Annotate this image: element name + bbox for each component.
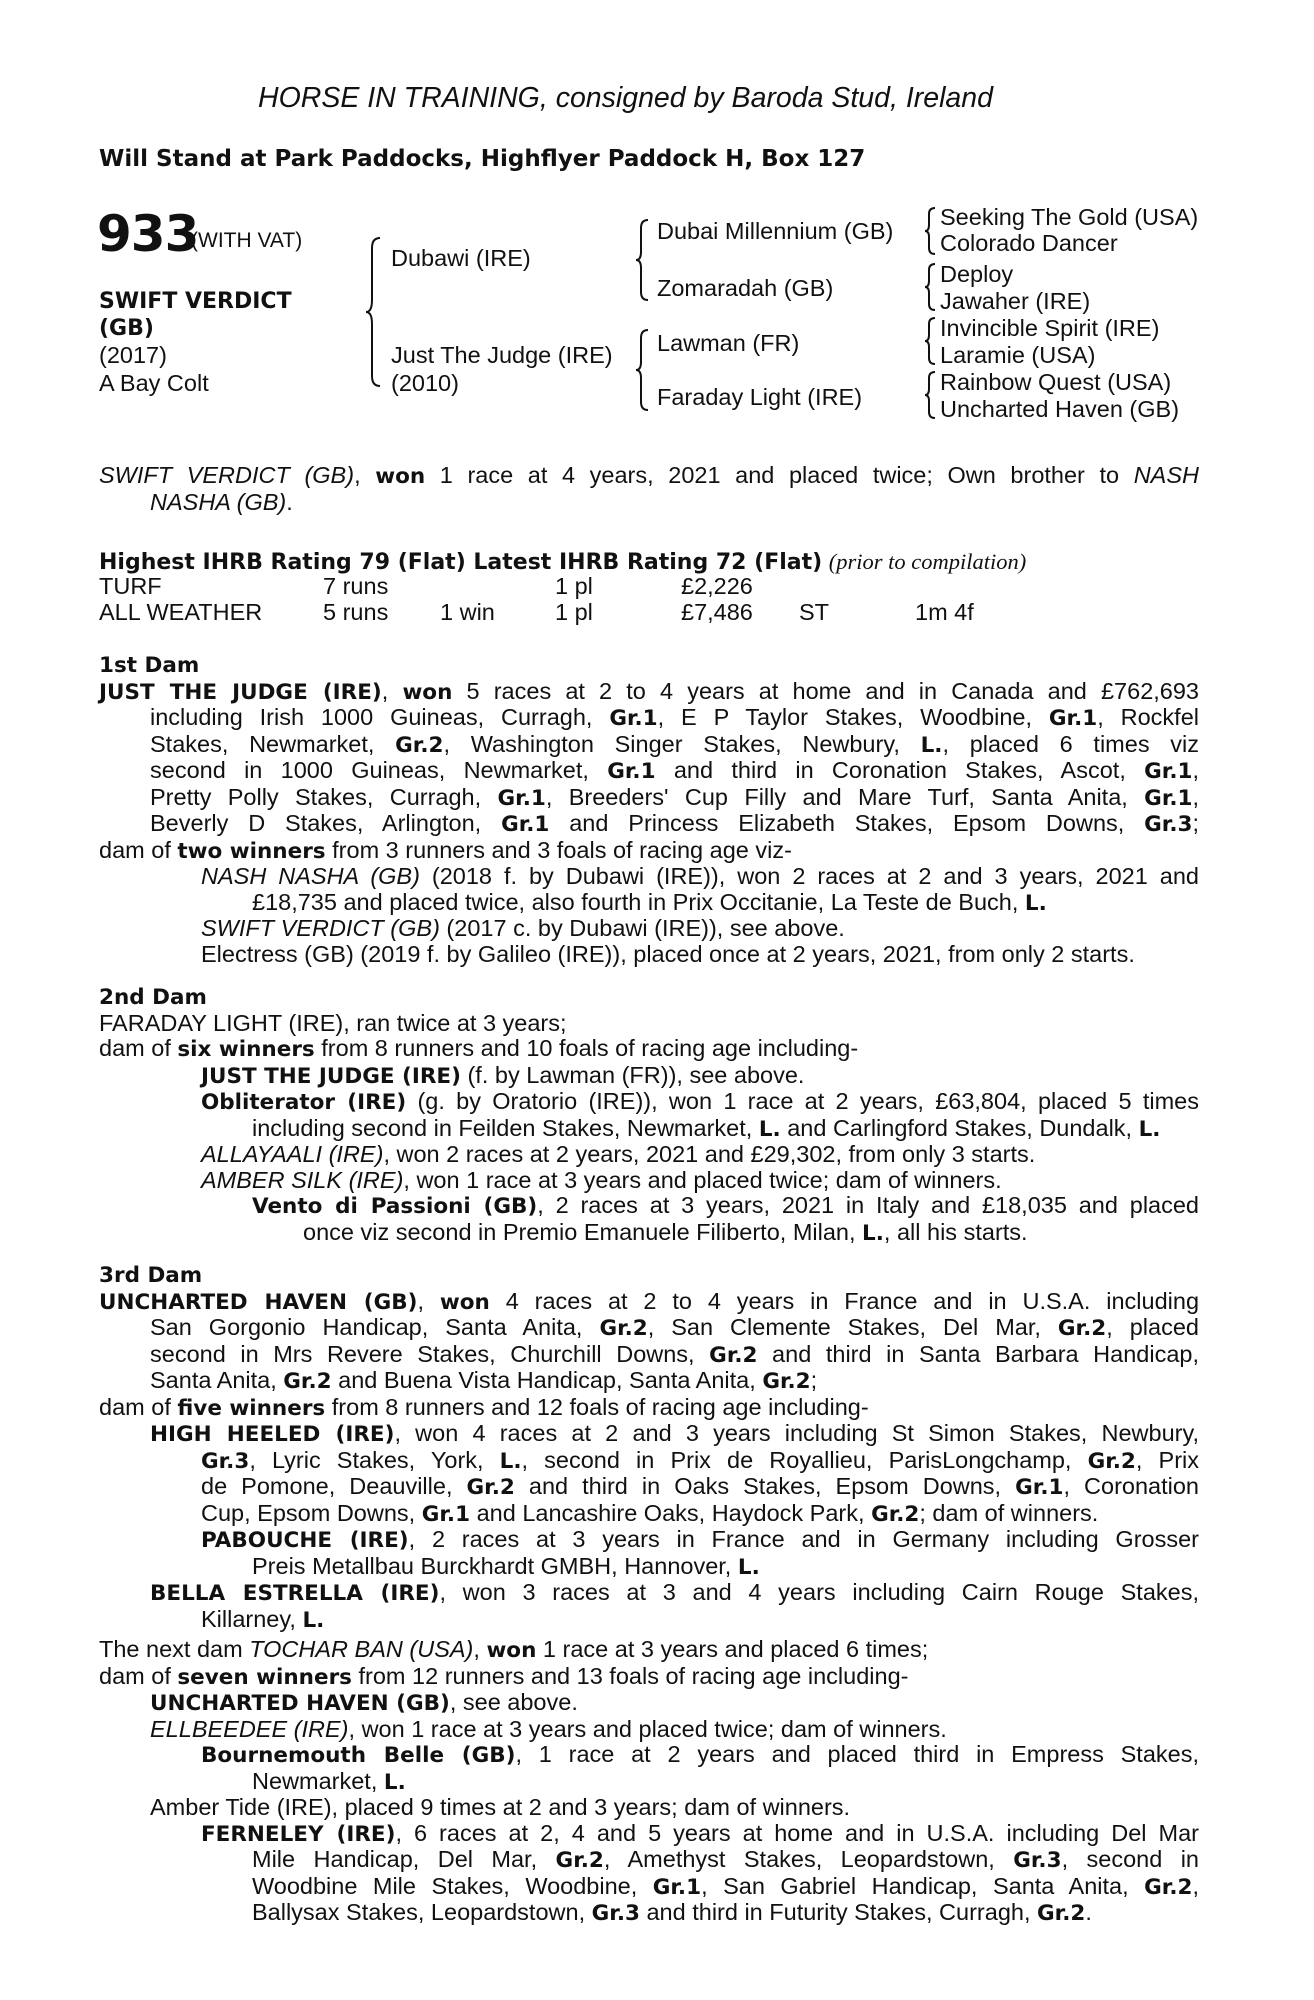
horse-description: A Bay Colt	[99, 370, 209, 396]
lot-number: 933	[97, 205, 199, 263]
pedigree-g6: Laramie (USA)	[940, 342, 1096, 368]
second-dam-name: FARADAY LIGHT (IRE), ran twice at 3 years;	[99, 1009, 567, 1036]
second-dam-section: 2nd Dam FARADAY LIGHT (IRE), ran twice at 3 years; dam of six winners from 8 runners and 10 foals of racing age including- JUST THE JUDGE (IRE) (f. by Lawman (FR)), see above. Obliterator (IRE) (g. by Oratorio (IRE)), won 1 race at 2 years, £63,804, placed 5 times including second in Feilden Stakes, Newmarket, L. and Carlingford Stakes, Dundalk, L. ALLAYAALI (IRE), won 2 races at 2 years, 2021 and £29,302, from only 3 starts. AMBER SILK (IRE), won 1 race at 3 years and placed twice; dam of winners. Vento di Passioni (GB), 2 races at 3 years, 2021 in Italy and £18,035 and placed once viz second in Premio Emanuele Filiberto, Milan, L., all his starts.	[99, 985, 1199, 1246]
first-dam-heading: 1st Dam	[99, 653, 200, 678]
stand-location: Will Stand at Park Paddocks, Highflyer Paddock H, Box 127	[99, 146, 866, 172]
pedigree-dam-dam: Faraday Light (IRE)	[657, 384, 863, 410]
pedigree-g5: Invincible Spirit (IRE)	[940, 315, 1160, 341]
third-dam-section: 3rd Dam UNCHARTED HAVEN (GB), won 4 races at 2 to 4 years in France and in U.S.A. including San Gorgonio Handicap, Santa Anita, Gr.2, San Clemente Stakes, Del Mar, Gr.2, placed second in Mrs Revere Stakes, Churchill Downs, Gr.2 and third in Santa Barbara Handicap, Santa Anita, Gr.2 and Buena Vista Handicap, Santa Anita, Gr.2; dam of five winners from 8 runners and 12 foals of racing age including- HIGH HEELED (IRE), won 4 races at 2 and 3 years including St Simon Stakes, Newbury, Gr.3, Lyric Stakes, York, L., second in Prix de Royallieu, ParisLongchamp, Gr.2, Prix de Pomone, Deauville, Gr.2 and third in Oaks Stakes, Epsom Downs, Gr.1, Coronation Cup, Epsom Downs, Gr.1 and Lancashire Oaks, Haydock Park, Gr.2; dam of winners. PABOUCHE (IRE), 2 races at 3 years in France and in Germany including Grosser Preis Metallbau Burckhardt GMBH, Hannover, L. BELLA ESTRELLA (IRE), won 3 races at 3 and 4 years including Cairn Rouge Stakes, Killarney, L.	[99, 1263, 1200, 1633]
next-dam-section: The next dam TOCHAR BAN (USA), won 1 race at 3 years and placed 6 times; dam of seven winners from 12 runners and 13 foals of racing age including- UNCHARTED HAVEN (GB), see above. ELLBEEDEE (IRE), won 1 race at 3 years and placed twice; dam of winners. Bournemouth Belle (GB), 1 race at 2 years and placed third in Empress Stakes, Newmarket, L. Amber Tide (IRE), placed 9 times at 2 and 3 years; dam of winners. FERNELEY (IRE), 6 races at 2, 4 and 5 years at home and in U.S.A. including Del Mar Mile Handicap, Del Mar, Gr.2, Amethyst Stakes, Leopardstown, Gr.3, second in Woodbine Mile Stakes, Woodbine, Gr.1, San Gabriel Handicap, Santa Anita, Gr.2, Ballysax Stakes, Leopardstown, Gr.3 and third in Futurity Stakes, Curragh, Gr.2.	[99, 1636, 1199, 1926]
third-dam-heading: 3rd Dam	[99, 1263, 203, 1288]
summary-horse-name: SWIFT VERDICT (GB)	[99, 462, 355, 488]
horse-name: SWIFT VERDICT	[99, 289, 292, 314]
pedigree-dam: Just The Judge (IRE)	[391, 342, 613, 368]
pedigree-g3: Deploy	[940, 261, 1014, 287]
produce-item: JUST THE JUDGE (IRE) (f. by Lawman (FR)), see above.	[201, 1061, 805, 1089]
produce-item: UNCHARTED HAVEN (GB), see above.	[150, 1689, 578, 1716]
produce-item: HIGH HEELED (IRE), won 4 races at 2 and 3 years including St Simon Stakes, Newbury,	[150, 1420, 1199, 1447]
page-title: HORSE IN TRAINING, consigned by Baroda Stud, Ireland	[258, 82, 993, 114]
pedigree-g1: Seeking The Gold (USA)	[940, 204, 1199, 230]
first-dam-name: JUST THE JUDGE (IRE)	[99, 679, 382, 705]
vat-label: (WITH VAT)	[191, 229, 303, 252]
summary-won: won	[375, 464, 426, 489]
record-placed: 1 pl	[555, 573, 593, 599]
produce-item: Vento di Passioni (GB), 2 races at 3 years, 2021 in Italy and £18,035 and placed	[252, 1192, 1199, 1219]
produce-item: Amber Tide (IRE), placed 9 times at 2 and 3 years; dam of winners.	[150, 1794, 851, 1820]
summary-period: .	[286, 488, 293, 515]
pedigree-g7: Rainbow Quest (USA)	[940, 369, 1172, 395]
summary-text: 1 race at 4 years, 2021 and placed twice; Own brother to	[425, 462, 1134, 488]
produce-item: Bournemouth Belle (GB), 1 race at 2 years and placed third in Empress Stakes,	[201, 1741, 1199, 1768]
record-surface: ALL WEATHER	[99, 599, 263, 625]
rating-text: Highest IHRB Rating 79 (Flat) Latest IHRB Rating 72 (Flat)	[99, 550, 823, 575]
horse-year: (2017)	[99, 342, 167, 368]
third-dam-name: UNCHARTED HAVEN (GB)	[99, 1289, 418, 1315]
produce-item: ALLAYAALI (IRE), won 2 races at 2 years, 2021 and £29,302, from only 3 starts.	[201, 1141, 1036, 1167]
pedigree-brace-g3	[923, 316, 937, 366]
pedigree-sire: Dubawi (IRE)	[391, 245, 531, 271]
produce-item: Electress (GB) (2019 f. by Galileo (IRE)), placed once at 2 years, 2021, from only 2 starts.	[201, 940, 1135, 967]
pedigree-g2: Colorado Dancer	[940, 230, 1118, 256]
pedigree-brace-dam	[634, 328, 650, 412]
produce-item: NASH NASHA (GB) (2018 f. by Dubawi (IRE)), won 2 races at 2 and 3 years, 2021 and	[201, 863, 1199, 889]
second-dam-heading: 2nd Dam	[99, 985, 207, 1010]
first-dam-section: 1st Dam JUST THE JUDGE (IRE), won 5 races at 2 to 4 years at home and in Canada and £762,693 including Irish 1000 Guineas, Curragh, Gr.1, E P Taylor Stakes, Woodbine, Gr.1, Rockfel Stakes, Newmarket, Gr.2, Washington Singer Stakes, Newbury, L., placed 6 times viz second in 1000 Guineas, Newmarket, Gr.1 and third in Coronation Stakes, Ascot, Gr.1, Pretty Polly Stakes, Curragh, Gr.1, Breeders' Cup Filly and Mare Turf, Santa Anita, Gr.1, Beverly D Stakes, Arlington, Gr.1 and Princess Elizabeth Stakes, Epsom Downs, Gr.3; dam of two winners from 3 runners and 3 foals of racing age viz- NASH NASHA (GB) (2018 f. by Dubawi (IRE)), won 2 races at 2 and 3 years, 2021 and £18,735 and placed twice, also fourth in Prix Occitanie, La Teste de Buch, L. SWIFT VERDICT (GB) (2017 c. by Dubawi (IRE)), see above. Electress (GB) (2019 f. by Galileo (IRE)), placed once at 2 years, 2021, from only 2 starts.	[99, 653, 1200, 967]
pedigree-sire-dam: Zomaradah (GB)	[657, 275, 834, 301]
pedigree-g8: Uncharted Haven (GB)	[940, 396, 1180, 422]
produce-item: ELLBEEDEE (IRE), won 1 race at 3 years and placed twice; dam of winners.	[150, 1715, 947, 1742]
rating-note: (prior to compilation)	[828, 549, 1027, 574]
record-wins: 1 win	[440, 599, 495, 625]
record-prize: £7,486	[681, 599, 753, 625]
record-runs: 5 runs	[323, 599, 389, 625]
pedigree-dam-year: (2010)	[391, 370, 459, 396]
record-placed: 1 pl	[555, 599, 593, 625]
record-runs: 7 runs	[323, 573, 389, 599]
won-label: won	[402, 679, 453, 705]
pedigree-g4: Jawaher (IRE)	[940, 288, 1091, 314]
record-surface: TURF	[99, 573, 162, 599]
record-prize: £2,226	[681, 573, 753, 599]
produce-item: BELLA ESTRELLA (IRE), won 3 races at 3 and 4 years including Cairn Rouge Stakes,	[150, 1579, 1199, 1606]
summary-paragraph: SWIFT VERDICT (GB), won 1 race at 4 years, 2021 and placed twice; Own brother to NASH NASHA (GB).	[99, 462, 1199, 515]
first-dam-text: 5 races at 2 to 4 years at home and in Canada and £762,693	[452, 677, 1200, 704]
pedigree-brace-main	[364, 236, 384, 388]
pedigree-brace-sire	[634, 218, 650, 302]
next-dam-name: TOCHAR BAN (USA)	[249, 1636, 474, 1662]
rating-line	[99, 548, 1026, 576]
produce-item: AMBER SILK (IRE), won 1 race at 3 years and placed twice; dam of winners.	[201, 1166, 1002, 1193]
horse-name-suffix: (GB)	[99, 316, 154, 341]
pedigree-brace-g2	[923, 262, 937, 312]
record-distance: 1m 4f	[915, 599, 974, 625]
summary-brother-2: NASHA (GB)	[150, 488, 287, 515]
pedigree-brace-g1	[923, 206, 937, 256]
pedigree-dam-sire: Lawman (FR)	[657, 330, 800, 356]
pedigree-brace-g4	[923, 370, 937, 420]
produce-item: Obliterator (IRE) (g. by Oratorio (IRE)), won 1 race at 2 years, £63,804, placed 5 times	[201, 1088, 1199, 1115]
produce-item: SWIFT VERDICT (GB) (2017 c. by Dubawi (IRE)), see above.	[201, 915, 845, 941]
record-going: ST	[799, 599, 830, 625]
produce-item: FERNELEY (IRE), 6 races at 2, 4 and 5 years at home and in U.S.A. including Del Mar	[201, 1819, 1199, 1847]
summary-brother: NASH	[1133, 462, 1199, 488]
produce-item: PABOUCHE (IRE), 2 races at 3 years in France and in Germany including Grosser	[201, 1526, 1199, 1553]
pedigree-sire-sire: Dubai Millennium (GB)	[657, 218, 894, 244]
